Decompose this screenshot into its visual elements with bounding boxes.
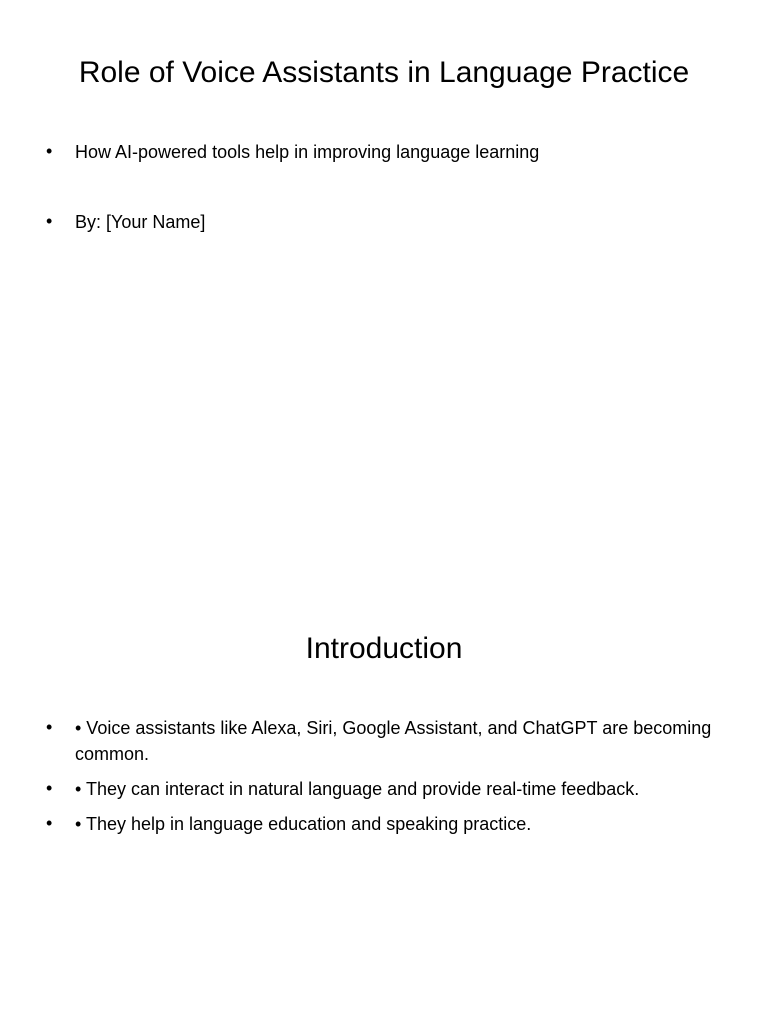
bullet-list [46, 715, 726, 846]
bullet-item [46, 811, 726, 837]
slide-title: Role of Voice Assistants in Language Practice [78, 56, 690, 89]
bullet-text: • They help in language education and speaking practice. [75, 814, 532, 834]
bullet-icon: • [46, 813, 53, 833]
bullet-text: By: [Your Name] [75, 212, 206, 232]
bullet-icon: • [46, 141, 53, 161]
bullet-text: • Voice assistants like Alexa, Siri, Google Assistant, and ChatGPT are becoming common. [75, 718, 712, 764]
bullet-text: How AI-powered tools help in improving language learning [75, 142, 540, 162]
bullet-text: • They can interact in natural language and provide real-time feedback. [75, 779, 640, 799]
bullet-item [46, 715, 726, 767]
bullet-icon: • [46, 211, 53, 231]
bullet-item [46, 776, 726, 802]
bullet-list [46, 139, 726, 279]
bullet-item [46, 209, 726, 235]
bullet-item [46, 139, 726, 165]
slide-introduction [0, 576, 768, 1024]
bullet-icon: • [46, 778, 53, 798]
slide-title: Introduction [305, 632, 463, 665]
bullet-icon: • [46, 717, 53, 737]
